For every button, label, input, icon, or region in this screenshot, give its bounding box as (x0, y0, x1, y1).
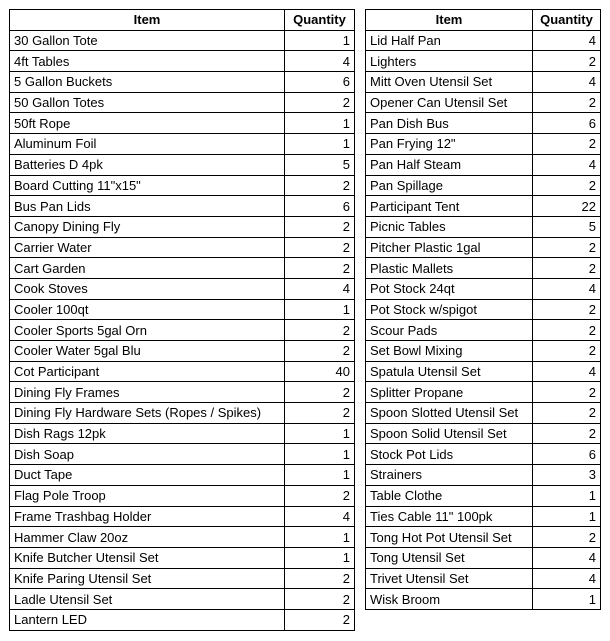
table-row (366, 278, 601, 299)
quantity-cell: 2 (285, 589, 355, 610)
item-name-cell: Opener Can Utensil Set (366, 92, 533, 113)
item-name-cell: Trivet Utensil Set (366, 568, 533, 589)
quantity-cell: 4 (533, 72, 601, 93)
quantity-cell: 3 (533, 465, 601, 486)
table-row (366, 320, 601, 341)
quantity-cell: 2 (533, 299, 601, 320)
item-name-cell: Table Clothe (366, 485, 533, 506)
table-body (366, 30, 601, 609)
item-name-cell: Pot Stock w/spigot (366, 299, 533, 320)
quantity-cell: 2 (533, 423, 601, 444)
table-row (10, 30, 355, 51)
quantity-cell: 2 (285, 568, 355, 589)
quantity-cell: 2 (533, 134, 601, 155)
quantity-cell: 2 (285, 341, 355, 362)
item-name-cell: Stock Pot Lids (366, 444, 533, 465)
table-row (10, 134, 355, 155)
quantity-cell: 2 (285, 175, 355, 196)
quantity-cell: 4 (285, 278, 355, 299)
table-row (10, 444, 355, 465)
item-name-cell: Dish Rags 12pk (10, 423, 285, 444)
item-name-cell: Bus Pan Lids (10, 196, 285, 217)
item-name-cell: Flag Pole Troop (10, 485, 285, 506)
quantity-cell: 4 (533, 361, 601, 382)
table-row (366, 30, 601, 51)
item-name-cell: Cot Participant (10, 361, 285, 382)
item-name-cell: Splitter Propane (366, 382, 533, 403)
table-row (10, 175, 355, 196)
quantity-cell: 6 (285, 72, 355, 93)
item-name-cell: Dining Fly Frames (10, 382, 285, 403)
item-name-cell: Ties Cable 11" 100pk (366, 506, 533, 527)
item-name-cell: Pan Dish Bus (366, 113, 533, 134)
table-row (10, 382, 355, 403)
item-name-cell: Lantern LED (10, 609, 285, 630)
quantity-cell: 2 (533, 403, 601, 424)
item-name-cell: Participant Tent (366, 196, 533, 217)
item-name-cell: Dish Soap (10, 444, 285, 465)
item-name-cell: Cook Stoves (10, 278, 285, 299)
quantity-cell: 4 (533, 278, 601, 299)
table-row (366, 51, 601, 72)
table-row (10, 568, 355, 589)
item-name-cell: Pan Frying 12" (366, 134, 533, 155)
quantity-cell: 1 (285, 134, 355, 155)
header-row (10, 10, 355, 31)
quantity-cell: 2 (285, 216, 355, 237)
table-row (366, 154, 601, 175)
table-row (366, 527, 601, 548)
quantity-cell: 4 (533, 568, 601, 589)
inventory-table-right (365, 9, 601, 610)
item-name-cell: Spoon Solid Utensil Set (366, 423, 533, 444)
table-row (10, 403, 355, 424)
item-name-cell: Dining Fly Hardware Sets (Ropes / Spikes) (10, 403, 285, 424)
table-row (366, 216, 601, 237)
quantity-cell: 1 (285, 444, 355, 465)
quantity-cell: 1 (533, 485, 601, 506)
table-row (366, 92, 601, 113)
item-name-cell: Strainers (366, 465, 533, 486)
item-name-cell: 4ft Tables (10, 51, 285, 72)
item-name-cell: Ladle Utensil Set (10, 589, 285, 610)
table-row (10, 341, 355, 362)
quantity-cell: 2 (533, 258, 601, 279)
table-row (366, 134, 601, 155)
quantity-cell: 2 (285, 237, 355, 258)
table-row (10, 527, 355, 548)
quantity-cell: 4 (285, 506, 355, 527)
table-row (366, 444, 601, 465)
quantity-cell: 2 (533, 237, 601, 258)
table-row (366, 237, 601, 258)
quantity-column-header: Quantity (285, 10, 355, 31)
table-row (10, 320, 355, 341)
table-row (366, 403, 601, 424)
quantity-cell: 6 (533, 113, 601, 134)
quantity-cell: 2 (285, 382, 355, 403)
quantity-cell: 2 (533, 341, 601, 362)
quantity-cell: 2 (533, 51, 601, 72)
item-name-cell: Knife Paring Utensil Set (10, 568, 285, 589)
quantity-cell: 4 (533, 547, 601, 568)
item-name-cell: Lighters (366, 51, 533, 72)
header-row (366, 10, 601, 31)
quantity-cell: 1 (285, 423, 355, 444)
quantity-cell: 2 (285, 609, 355, 630)
table-row (366, 299, 601, 320)
item-name-cell: Mitt Oven Utensil Set (366, 72, 533, 93)
table-body (10, 30, 355, 630)
table-row (366, 568, 601, 589)
table-row (10, 51, 355, 72)
quantity-cell: 2 (533, 320, 601, 341)
item-name-cell: Plastic Mallets (366, 258, 533, 279)
quantity-cell: 5 (285, 154, 355, 175)
item-name-cell: Picnic Tables (366, 216, 533, 237)
table-row (366, 341, 601, 362)
table-row (10, 92, 355, 113)
item-column-header: Item (10, 10, 285, 31)
quantity-cell: 22 (533, 196, 601, 217)
table-row (10, 258, 355, 279)
table-row (10, 547, 355, 568)
item-name-cell: Scour Pads (366, 320, 533, 341)
item-name-cell: Carrier Water (10, 237, 285, 258)
inventory-table-left (9, 9, 355, 631)
item-column-header: Item (366, 10, 533, 31)
table-row (10, 506, 355, 527)
item-name-cell: Knife Butcher Utensil Set (10, 547, 285, 568)
table-row (366, 361, 601, 382)
quantity-cell: 2 (285, 485, 355, 506)
quantity-cell: 2 (285, 403, 355, 424)
item-name-cell: Duct Tape (10, 465, 285, 486)
item-name-cell: Cooler Sports 5gal Orn (10, 320, 285, 341)
quantity-cell: 1 (533, 589, 601, 610)
table-row (366, 589, 601, 610)
table-row (366, 465, 601, 486)
table-row (10, 72, 355, 93)
quantity-cell: 2 (285, 258, 355, 279)
table-row (10, 465, 355, 486)
table-row (10, 589, 355, 610)
quantity-cell: 1 (285, 527, 355, 548)
quantity-column-header: Quantity (533, 10, 601, 31)
quantity-cell: 2 (285, 320, 355, 341)
quantity-cell: 1 (285, 30, 355, 51)
table-row (366, 423, 601, 444)
item-name-cell: Cart Garden (10, 258, 285, 279)
item-name-cell: 50ft Rope (10, 113, 285, 134)
item-name-cell: Pan Spillage (366, 175, 533, 196)
item-name-cell: 5 Gallon Buckets (10, 72, 285, 93)
table-row (10, 154, 355, 175)
item-name-cell: Frame Trashbag Holder (10, 506, 285, 527)
table-row (366, 113, 601, 134)
quantity-cell: 40 (285, 361, 355, 382)
item-name-cell: Canopy Dining Fly (10, 216, 285, 237)
quantity-cell: 2 (533, 92, 601, 113)
quantity-cell: 4 (533, 154, 601, 175)
quantity-cell: 2 (533, 382, 601, 403)
table-row (366, 72, 601, 93)
table-row (10, 609, 355, 630)
item-name-cell: Aluminum Foil (10, 134, 285, 155)
quantity-cell: 5 (533, 216, 601, 237)
item-name-cell: Tong Utensil Set (366, 547, 533, 568)
quantity-cell: 4 (285, 51, 355, 72)
quantity-cell: 1 (285, 299, 355, 320)
item-name-cell: Pan Half Steam (366, 154, 533, 175)
item-name-cell: Cooler 100qt (10, 299, 285, 320)
table-row (10, 216, 355, 237)
quantity-cell: 1 (285, 465, 355, 486)
table-row (366, 547, 601, 568)
table-row (366, 258, 601, 279)
item-name-cell: 30 Gallon Tote (10, 30, 285, 51)
item-name-cell: Batteries D 4pk (10, 154, 285, 175)
item-name-cell: Spoon Slotted Utensil Set (366, 403, 533, 424)
table-row (366, 485, 601, 506)
quantity-cell: 4 (533, 30, 601, 51)
table-row (366, 196, 601, 217)
item-name-cell: Set Bowl Mixing (366, 341, 533, 362)
item-name-cell: Hammer Claw 20oz (10, 527, 285, 548)
quantity-cell: 1 (533, 506, 601, 527)
item-name-cell: Tong Hot Pot Utensil Set (366, 527, 533, 548)
item-name-cell: Lid Half Pan (366, 30, 533, 51)
quantity-cell: 2 (533, 175, 601, 196)
item-name-cell: Pot Stock 24qt (366, 278, 533, 299)
quantity-cell: 6 (533, 444, 601, 465)
quantity-cell: 2 (533, 527, 601, 548)
item-name-cell: 50 Gallon Totes (10, 92, 285, 113)
quantity-cell: 2 (285, 92, 355, 113)
item-name-cell: Cooler Water 5gal Blu (10, 341, 285, 362)
item-name-cell: Wisk Broom (366, 589, 533, 610)
table-row (10, 113, 355, 134)
item-name-cell: Board Cutting 11"x15" (10, 175, 285, 196)
table-row (366, 506, 601, 527)
table-row (10, 299, 355, 320)
table-row (10, 361, 355, 382)
item-name-cell: Spatula Utensil Set (366, 361, 533, 382)
table-row (10, 196, 355, 217)
quantity-cell: 1 (285, 547, 355, 568)
table-row (366, 382, 601, 403)
table-row (10, 237, 355, 258)
table-row (366, 175, 601, 196)
item-name-cell: Pitcher Plastic 1gal (366, 237, 533, 258)
quantity-cell: 1 (285, 113, 355, 134)
table-row (10, 278, 355, 299)
table-row (10, 423, 355, 444)
quantity-cell: 6 (285, 196, 355, 217)
table-row (10, 485, 355, 506)
